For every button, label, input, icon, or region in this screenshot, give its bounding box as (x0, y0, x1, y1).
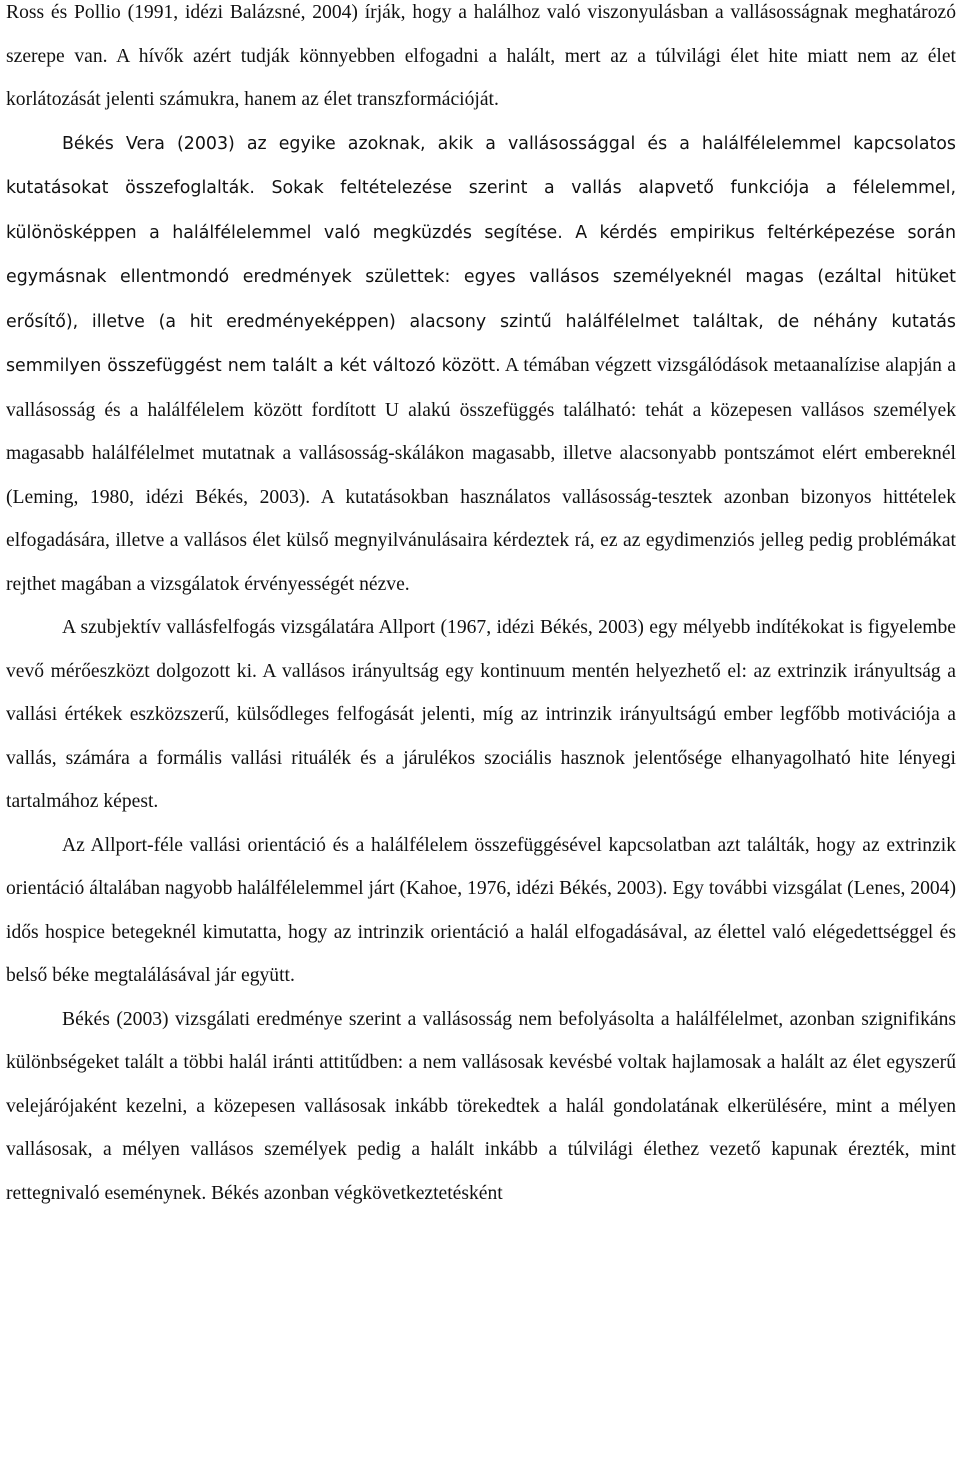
paragraph-5 (6, 998, 956, 1216)
paragraph-4-text: Az Allport-féle vallási orientáció és a halálfélelem összefüggésével kapcsolatban azt találták, hogy az extrinzik orientáció általában nagyobb halálfélelemmel járt (Kahoe, 1976, idézi Békés, 2003). Egy további vizsgálat (Lenes, 2004) idős hospice betegeknél kimutatta, hogy az intrinzik orientáció a halál elfogadásával, az élettel való elégedettséggel és belső béke megtalálásával jár együtt. (6, 834, 956, 986)
paragraph-3 (6, 606, 956, 824)
paragraph-4 (6, 824, 956, 998)
paragraph-2-text-sans: Békés Vera (2003) az egyike azoknak, akik a vallásossággal és a halálfélelemmel kapcsolatos kutatásokat összefoglalták. Sokak feltételezése szerint a vallás alapvető funkciója a félelemmel, különösképpen a halálfélelemmel való megküzdés segítése. A kérdés empirikus feltérképezése során egymásnak ellentmondó eredmények születtek: egyes vallásos személyeknél magas (ezáltal hitüket erősítő), illetve (a hit eredményeképpen) alacsony szintű halálfélelmet találtak, de néhány kutatás semmilyen összefüggést nem talált a két változó között. (6, 133, 956, 376)
paragraph-2-text-serif: A témában végzett vizsgálódások metaanalízise alapján a vallásosság és a halálfélelem között fordított U alakú összefüggés található: tehát a közepesen vallásos személyek magasabb halálfélelmet mutatnak a vallásosság-skálákon magasabb, illetve alacsonyabb pontszámot elért embereknél (Leming, 1980, idézi Békés, 2003). A kutatásokban használatos vallásosság-tesztek azonban bizonyos hittételek elfogadására, illetve a vallásos élet külső megnyilvánulásaira kérdeztek rá, ez az egydimenziós jelleg pedig problémákat rejthet magában a vizsgálatok érvényességét nézve. (6, 355, 956, 595)
paragraph-3-text: A szubjektív vallásfelfogás vizsgálatára Allport (1967, idézi Békés, 2003) egy mélyebb indítékokat is figyelembe vevő mérőeszközt dolgozott ki. A vallásos irányultság egy kontinuum mentén helyezhető el: az extrinzik irányultság a vallási értékek eszközszerű, külsődleges felfogását jelenti, míg az intrinzik irányultságú ember legfőbb motivációja a vallás, számára a formális vallási rituálék és a járulékos szociális hasznok jelentősége elhanyagolható hite lényegi tartalmához képest. (6, 617, 956, 812)
paragraph-1-text: Ross és Pollio (1991, idézi Balázsné, 2004) írják, hogy a halálhoz való viszonyulásban a vallásosságnak meghatározó szerepe van. A hívők azért tudják könnyebben elfogadni a halált, mert az a túlvilági élet hite miatt nem az élet korlátozását jelenti számukra, hanem az élet transzformációját. (6, 2, 956, 110)
paragraph-2 (6, 122, 956, 607)
paragraph-1 (6, 0, 956, 122)
document-page (6, 0, 956, 1215)
paragraph-5-text: Békés (2003) vizsgálati eredménye szerint a vallásosság nem befolyásolta a halálfélelmet, azonban szignifikáns különbségeket talált a többi halál iránti attitűdben: a nem vallásosak kevésbé voltak hajlamosak a halált az élet egyszerű velejárójaként kezelni, a közepesen vallásosak inkább törekedtek a halál gondolatának elkerülésére, mint a mélyen vallásosak, a mélyen vallásos személyek pedig a halált inkább a túlvilági élethez vezető kapunak érezték, mint rettegnivaló eseménynek. Békés azonban végkövetkeztetésként (6, 1008, 956, 1204)
